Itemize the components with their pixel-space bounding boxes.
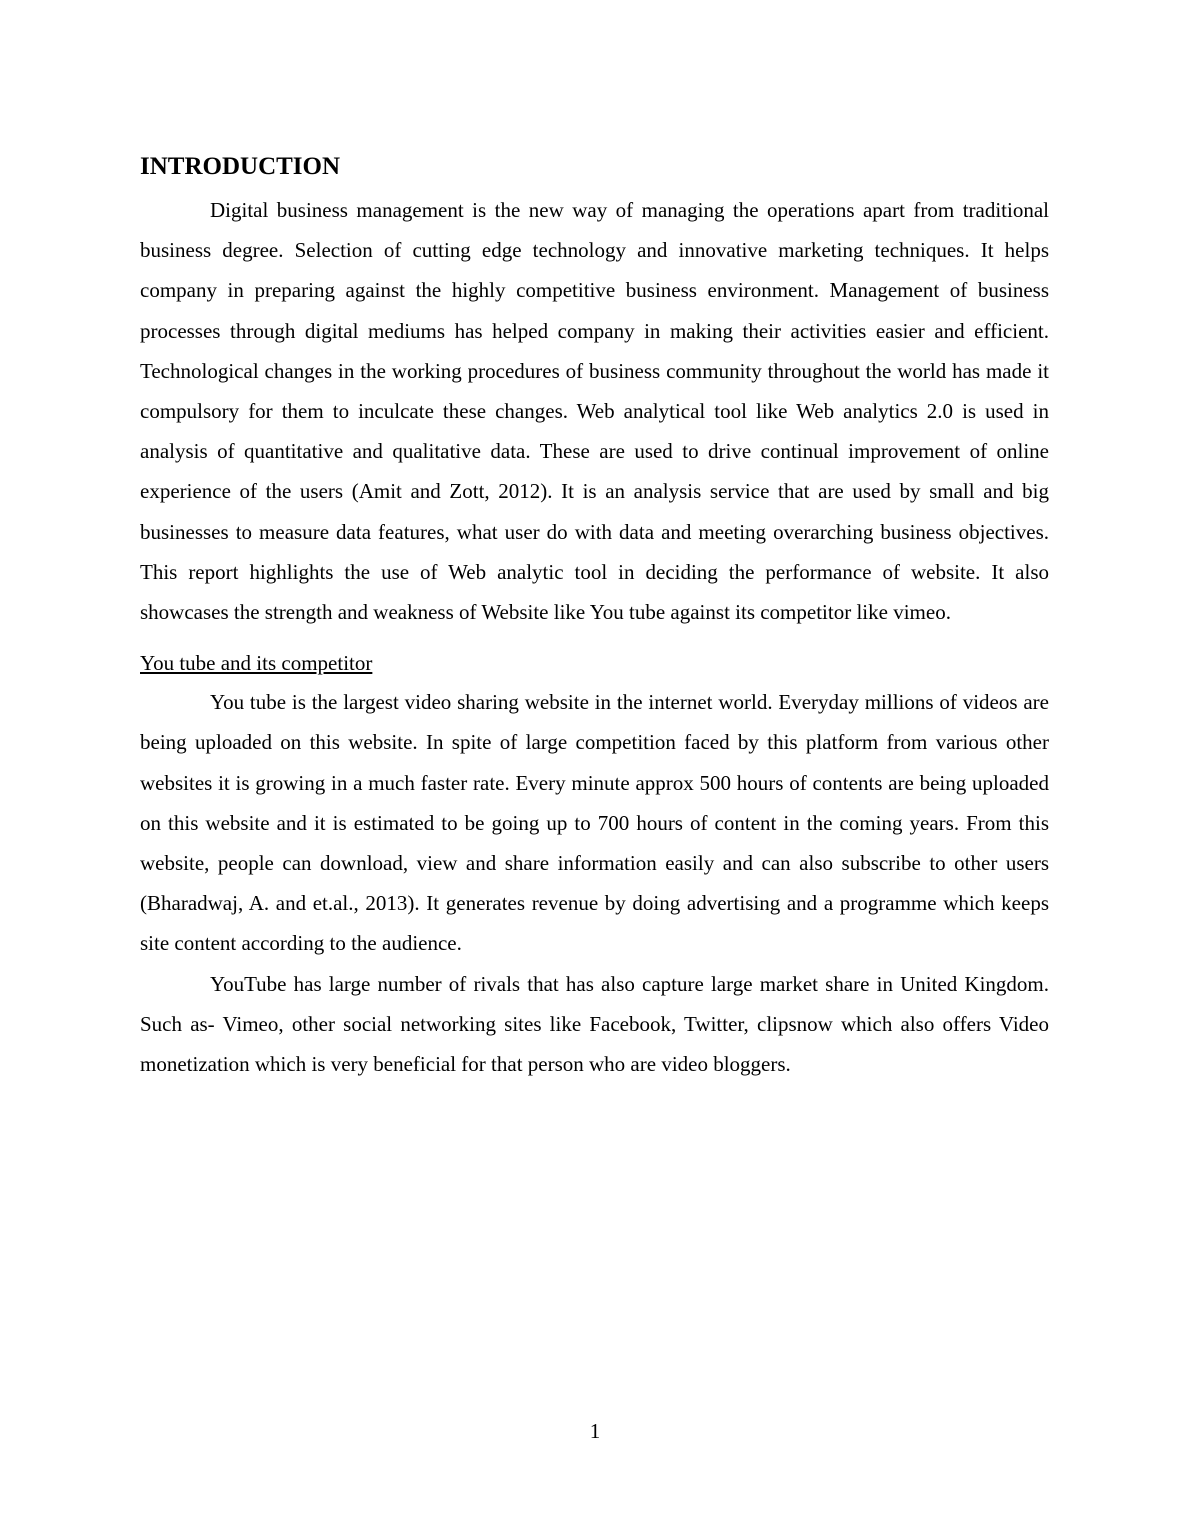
section-heading-introduction: INTRODUCTION bbox=[140, 153, 341, 180]
rivals-paragraph: YouTube has large number of rivals that has also capture large market share in United Kingdom. Such as- Vimeo, other social networking sites like Facebook, Twitter, clipsnow which also offers Video monetization which is very beneficial for that person who are video bloggers. bbox=[140, 971, 1049, 1077]
page-content bbox=[140, 150, 1049, 1084]
intro-paragraph: Digital business management is the new way of managing the operations apart from traditional business degree. Selection of cutting edge technology and innovative marketing techniques. It helps company in preparing against the highly competitive business environment. Management of business processes through digital mediums has helped company in making their activities easier and efficient. Technological changes in the working procedures of business community throughout the world has made it compulsory for them to inculcate these changes. Web analytical tool like Web analytics 2.0 is used in analysis of quantitative and qualitative data. These are used to drive continual improvement of online experience of the users (Amit and Zott, 2012). It is an analysis service that are used by small and big businesses to measure data features, what user do with data and meeting overarching business objectives. This report highlights the use of Web analytic tool in deciding the performance of website. It also showcases the strength and weakness of Website like You tube against its competitor like vimeo. bbox=[140, 198, 1049, 625]
subheading-youtube-competitor: You tube and its competitor bbox=[140, 651, 373, 676]
page-number: 1 bbox=[589, 1419, 601, 1443]
youtube-paragraph: You tube is the largest video sharing website in the internet world. Everyday millions of videos are being uploaded on this website. In spite of large competition faced by this platform from various other websites it is growing in a much faster rate. Every minute approx 500 hours of contents are being uploaded on this website and it is estimated to be going up to 700 hours of content in the coming years. From this website, people can download, view and share information easily and can also subscribe to other users (Bharadwaj, A. and et.al., 2013). It generates revenue by doing advertising and a programme which keeps site content according to the audience. bbox=[140, 690, 1049, 956]
